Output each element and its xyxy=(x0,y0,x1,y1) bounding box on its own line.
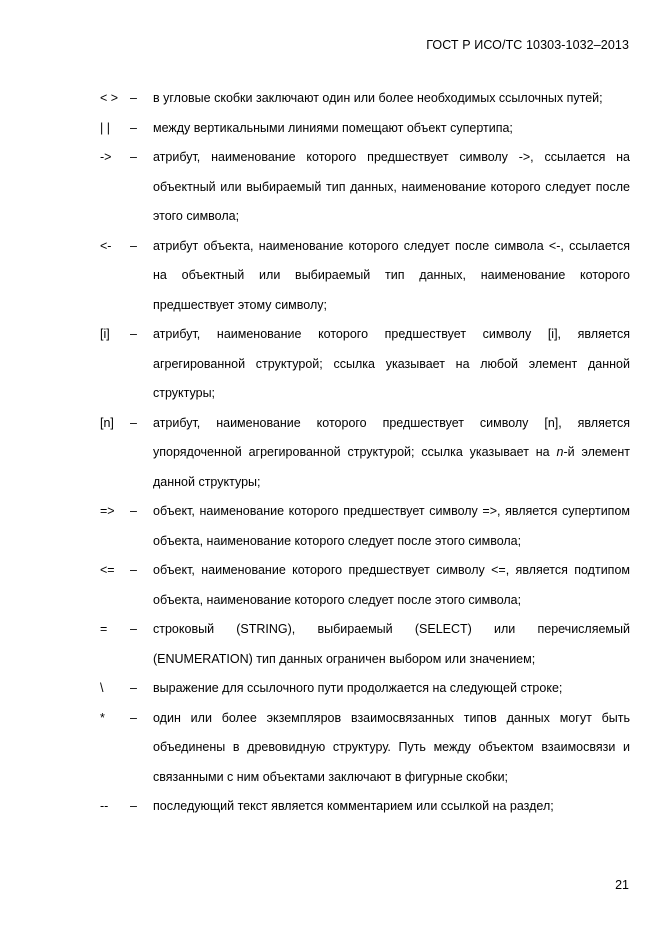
list-item-supertype xyxy=(100,497,630,556)
dash: – xyxy=(130,504,137,518)
list-item-subtype xyxy=(100,556,630,615)
dash: – xyxy=(130,120,137,135)
dash: – xyxy=(130,238,137,253)
notation-description: в угловые скобки заключают один или более необходимых ссылочных путей; xyxy=(153,91,603,105)
description-text: -й элемент данной структуры; xyxy=(153,445,630,489)
dash: – xyxy=(130,799,137,813)
dash: – xyxy=(130,563,137,577)
dash: – xyxy=(130,150,137,164)
notation-description: выражение для ссылочного пути продолжается на следующей строке; xyxy=(153,681,563,695)
notation-symbol: = xyxy=(100,622,108,636)
notation-symbol: [n] xyxy=(100,415,114,430)
notation-symbol: -- xyxy=(100,799,109,813)
list-item-left-arrow xyxy=(100,232,630,321)
dash: – xyxy=(130,681,137,695)
notation-description: атрибут, наименование которого предшествует символу [i], является агрегированной структурой; ссылка указывает на любой элемент данной структуры; xyxy=(153,327,630,400)
notation-description: последующий текст является комментарием или ссылкой на раздел; xyxy=(153,799,554,813)
list-item-comment xyxy=(100,792,630,822)
italic-variable: n xyxy=(556,445,564,459)
notation-description: между вертикальными линиями помещают объект супертипа; xyxy=(153,120,513,135)
list-item-equals xyxy=(100,615,630,674)
notation-description: объект, наименование которого предшествует символу =>, является супертипом объекта, наименование которого следует после этого символа; xyxy=(153,504,630,548)
dash: – xyxy=(130,415,137,430)
description-text: атрибут, наименование которого предшествует символу [n], является упорядоченной агрегированной структурой; ссылка указывает на xyxy=(153,415,630,459)
notation-list xyxy=(100,84,630,822)
list-item-index-i xyxy=(100,320,630,409)
notation-symbol: \ xyxy=(100,681,104,695)
notation-description xyxy=(153,409,630,498)
dash: – xyxy=(130,622,137,636)
notation-symbol: * xyxy=(100,710,105,725)
notation-description: атрибут, наименование которого предшествует символу ->, ссылается на объектный или выбираемый тип данных, наименование которого следует после этого символа; xyxy=(153,150,630,223)
notation-symbol: | | xyxy=(100,120,110,135)
notation-symbol: => xyxy=(100,504,115,518)
notation-symbol: [i] xyxy=(100,327,110,341)
page-number: 21 xyxy=(615,878,629,892)
notation-symbol: -> xyxy=(100,150,112,164)
list-item-backslash xyxy=(100,674,630,704)
list-item-angle-brackets xyxy=(100,84,630,114)
notation-description: атрибут объекта, наименование которого следует после символа <-, ссылается на объектный или выбираемый тип данных, наименование которого предшествует этому символу; xyxy=(153,238,630,312)
dash: – xyxy=(130,710,137,725)
dash: – xyxy=(130,91,137,105)
notation-symbol: <- xyxy=(100,238,112,253)
notation-description: один или более экземпляров взаимосвязанных типов данных могут быть объединены в древовидную структуру. Путь между объектом взаимосвязи и связанными с ним объектами заключают в фигурные скобки; xyxy=(153,710,630,784)
document-header: ГОСТ Р ИСО/ТС 10303-1032–2013 xyxy=(426,38,629,52)
notation-description: строковый (STRING), выбираемый (SELECT) или перечисляемый (ENUMERATION) тип данных ограничен выбором или значением; xyxy=(153,622,630,666)
list-item-vertical-bars xyxy=(100,114,630,144)
notation-symbol: <= xyxy=(100,563,115,577)
list-item-index-n xyxy=(100,409,630,498)
notation-symbol: < > xyxy=(100,91,119,105)
list-item-right-arrow xyxy=(100,143,630,232)
notation-description: объект, наименование которого предшествует символу <=, является подтипом объекта, наименование которого следует после этого символа; xyxy=(153,563,630,607)
dash: – xyxy=(130,327,137,341)
list-item-asterisk xyxy=(100,704,630,793)
